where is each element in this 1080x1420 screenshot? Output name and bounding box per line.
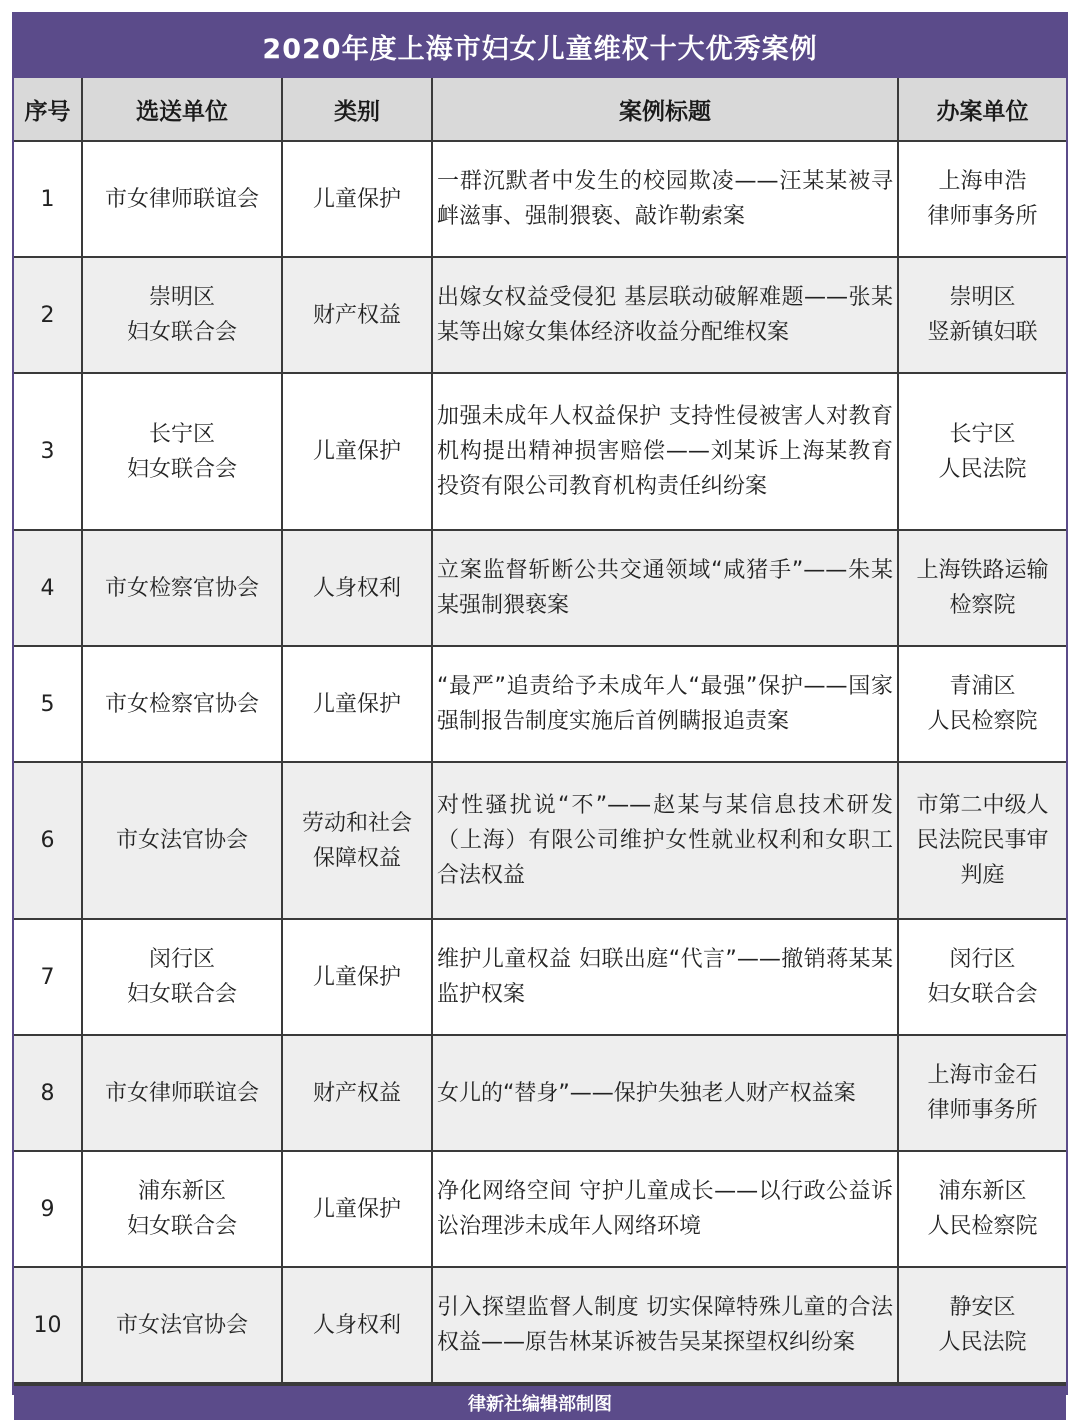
submitting-unit-line: 市女检察官协会	[104, 575, 259, 601]
row-number: 2	[14, 257, 82, 373]
submitting-unit	[82, 141, 282, 257]
page-title: 2020年度上海市妇女儿童维权十大优秀案例	[14, 14, 1066, 78]
submitting-unit-line: 市女法官协会	[115, 1312, 248, 1338]
case-category-line: 儿童保护	[312, 691, 401, 717]
case-category-line: 儿童保护	[312, 1196, 401, 1222]
handling-unit	[898, 530, 1066, 646]
case-category	[282, 646, 432, 762]
handling-unit	[898, 919, 1066, 1035]
handling-unit	[898, 1151, 1066, 1267]
header-handler: 办案单位	[898, 78, 1066, 141]
handling-unit	[898, 762, 1066, 919]
handling-unit-line: 上海铁路运输	[916, 558, 1049, 583]
row-number: 10	[14, 1267, 82, 1383]
case-title	[432, 762, 898, 919]
submitting-unit-line: 妇女联合会	[126, 456, 237, 482]
table-row	[14, 919, 1066, 1035]
handling-unit-line: 浦东新区	[938, 1179, 1027, 1204]
table-row	[14, 257, 1066, 373]
table-row	[14, 373, 1066, 530]
case-title	[432, 530, 898, 646]
case-title-text: 维护儿童权益 妇联出庭“代言”——撤销蒋某某监护权案	[437, 947, 893, 1007]
case-category-line: 儿童保护	[312, 964, 401, 990]
case-title	[432, 141, 898, 257]
case-category-line: 财产权益	[312, 1080, 401, 1106]
case-category-line: 财产权益	[312, 302, 401, 328]
table-row	[14, 1035, 1066, 1151]
case-title	[432, 1035, 898, 1151]
header-unit: 选送单位	[82, 78, 282, 141]
submitting-unit-line: 市女律师联谊会	[104, 186, 259, 212]
submitting-unit-line: 市女法官协会	[115, 828, 248, 853]
case-title-text: 立案监督斩断公共交通领域“咸猪手”——朱某某强制猥亵案	[437, 558, 893, 618]
submitting-unit-line: 市女检察官协会	[104, 691, 259, 717]
case-title	[432, 919, 898, 1035]
handling-unit-line: 律师事务所	[927, 1098, 1038, 1123]
infographic-frame	[12, 12, 1068, 1415]
handling-unit-line: 闵行区	[949, 947, 1016, 972]
header-title: 案例标题	[432, 78, 898, 141]
handling-unit-line: 上海市金石	[927, 1063, 1038, 1088]
case-category	[282, 257, 432, 373]
handling-unit-line: 妇女联合会	[927, 982, 1038, 1007]
case-category	[282, 1267, 432, 1383]
submitting-unit	[82, 1151, 282, 1267]
submitting-unit-line: 市女律师联谊会	[104, 1080, 259, 1106]
footer-credit: 律新社编辑部制图	[14, 1384, 1066, 1420]
row-number: 5	[14, 646, 82, 762]
table-row	[14, 762, 1066, 919]
table-row	[14, 1267, 1066, 1383]
case-category	[282, 373, 432, 530]
case-title-text: 出嫁女权益受侵犯 基层联动破解难题——张某某等出嫁女集体经济收益分配维权案	[437, 285, 893, 345]
row-number: 3	[14, 373, 82, 530]
case-title	[432, 646, 898, 762]
submitting-unit	[82, 919, 282, 1035]
handling-unit-line: 市第二中级人	[916, 793, 1049, 818]
case-category-line: 劳动和社会	[301, 810, 412, 836]
case-title-text: 加强未成年人权益保护 支持性侵被害人对教育机构提出精神损害赔偿——刘某诉上海某教育投资有限公司教育机构责任纠纷案	[437, 404, 893, 499]
case-title-text: 净化网络空间 守护儿童成长——以行政公益诉讼治理涉未成年人网络环境	[437, 1179, 893, 1239]
handling-unit-line: 人民检察院	[927, 1214, 1038, 1239]
handling-unit-line: 竖新镇妇联	[927, 320, 1038, 345]
handling-unit-line: 长宁区	[949, 421, 1016, 447]
row-number: 8	[14, 1035, 82, 1151]
table-body	[14, 141, 1066, 1383]
table-row	[14, 530, 1066, 646]
handling-unit	[898, 646, 1066, 762]
row-number: 6	[14, 762, 82, 919]
submitting-unit	[82, 646, 282, 762]
case-title	[432, 1267, 898, 1383]
handling-unit	[898, 1267, 1066, 1383]
header-no: 序号	[14, 78, 82, 141]
case-title-text: 对性骚扰说“不”——赵某与某信息技术研发（上海）有限公司维护女性就业权利和女职工合法权益	[437, 793, 893, 888]
case-title-text: 引入探望监督人制度 切实保障特殊儿童的合法权益——原告林某诉被告吴某探望权纠纷案	[437, 1295, 893, 1355]
submitting-unit	[82, 1035, 282, 1151]
case-category-line: 保障权益	[312, 845, 401, 871]
case-category-line: 人身权利	[312, 1312, 401, 1338]
handling-unit-line: 人民法院	[938, 1330, 1027, 1355]
handling-unit-line: 上海申浩	[938, 169, 1027, 194]
handling-unit-line: 静安区	[949, 1295, 1016, 1320]
case-category	[282, 141, 432, 257]
case-category	[282, 1151, 432, 1267]
handling-unit-line: 人民检察院	[927, 709, 1038, 734]
handling-unit-line: 检察院	[949, 593, 1016, 618]
submitting-unit	[82, 1267, 282, 1383]
table-row	[14, 141, 1066, 257]
row-number: 4	[14, 530, 82, 646]
case-category	[282, 919, 432, 1035]
row-number: 7	[14, 919, 82, 1035]
handling-unit-line: 人民法院	[938, 456, 1027, 482]
submitting-unit-line: 长宁区	[148, 421, 215, 447]
handling-unit-line: 崇明区	[949, 285, 1016, 310]
case-category-line: 人身权利	[312, 575, 401, 601]
case-category-line: 儿童保护	[312, 439, 401, 464]
case-category	[282, 1035, 432, 1151]
case-title-text: 女儿的“替身”——保护失独老人财产权益案	[437, 1080, 856, 1106]
case-category	[282, 762, 432, 919]
handling-unit-line: 律师事务所	[927, 204, 1038, 229]
submitting-unit	[82, 373, 282, 530]
submitting-unit-line: 妇女联合会	[126, 1214, 237, 1239]
submitting-unit	[82, 530, 282, 646]
table-row	[14, 1151, 1066, 1267]
submitting-unit-line: 闵行区	[148, 947, 215, 972]
case-title	[432, 373, 898, 530]
submitting-unit	[82, 257, 282, 373]
submitting-unit	[82, 762, 282, 919]
submitting-unit-line: 妇女联合会	[126, 982, 237, 1007]
submitting-unit-line: 妇女联合会	[126, 320, 237, 345]
handling-unit	[898, 257, 1066, 373]
case-title-text: 一群沉默者中发生的校园欺凌——汪某某被寻衅滋事、强制猥亵、敲诈勒索案	[437, 169, 893, 229]
handling-unit-line: 青浦区	[949, 674, 1016, 699]
case-category-line: 儿童保护	[312, 186, 401, 212]
cases-table	[14, 78, 1066, 1384]
handling-unit-line: 判庭	[960, 863, 1005, 888]
row-number: 1	[14, 141, 82, 257]
row-number: 9	[14, 1151, 82, 1267]
handling-unit	[898, 141, 1066, 257]
handling-unit-line: 民法院民事审	[916, 828, 1049, 853]
header-row	[14, 78, 1066, 141]
submitting-unit-line: 崇明区	[148, 285, 215, 310]
case-title-text: “最严”追责给予未成年人“最强”保护——国家强制报告制度实施后首例瞒报追责案	[437, 674, 893, 734]
submitting-unit-line: 浦东新区	[137, 1179, 226, 1204]
case-title	[432, 257, 898, 373]
case-title	[432, 1151, 898, 1267]
handling-unit	[898, 1035, 1066, 1151]
case-category	[282, 530, 432, 646]
table-row	[14, 646, 1066, 762]
header-category: 类别	[282, 78, 432, 141]
handling-unit	[898, 373, 1066, 530]
